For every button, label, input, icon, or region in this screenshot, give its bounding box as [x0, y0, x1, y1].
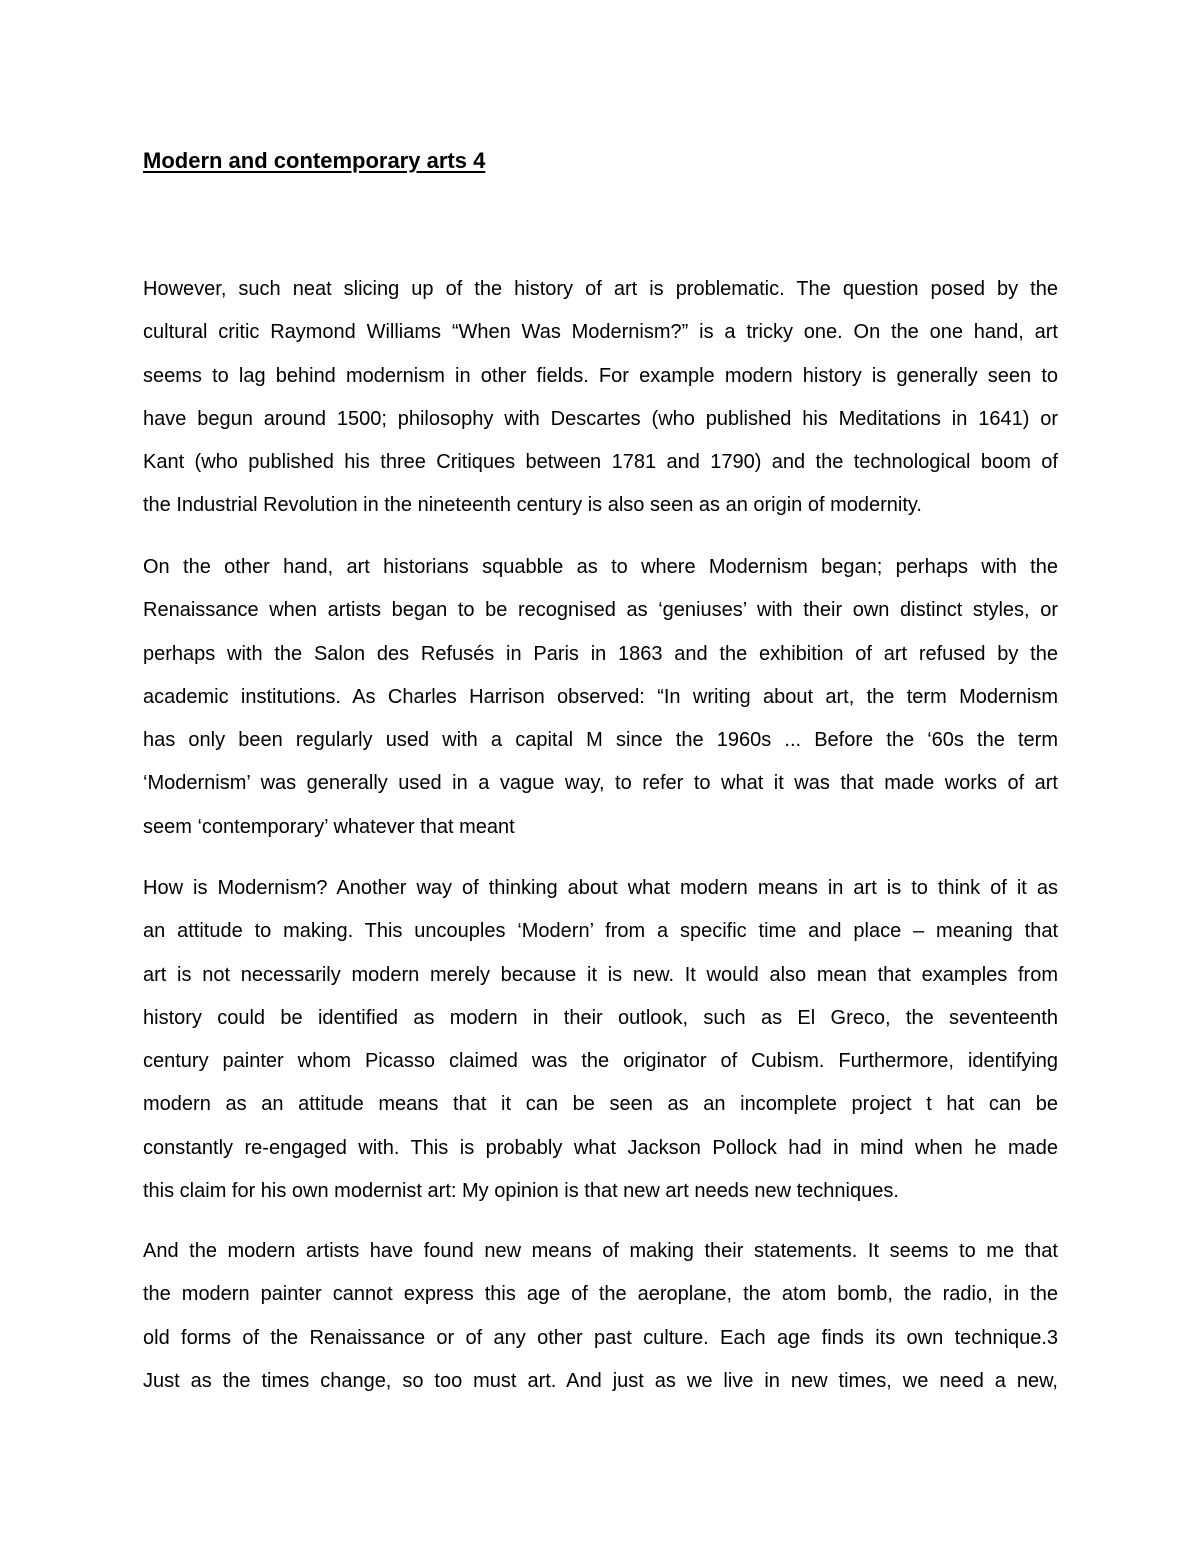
text-line: has only been regularly used with a capital M since the 1960s ... Before the ‘60s the term	[143, 729, 1058, 752]
text-line: constantly re-engaged with. This is probably what Jackson Pollock had in mind when he made	[143, 1136, 1058, 1159]
text-line: However, such neat slicing up of the history of art is problematic. The question posed by the	[143, 278, 1058, 300]
text-line: cultural critic Raymond Williams “When Was Modernism?” is a tricky one. On the one hand, art	[143, 321, 1058, 344]
text-line: Kant (who published his three Critiques between 1781 and 1790) and the technological boom of	[143, 451, 1058, 474]
text-line: ‘Modernism’ was generally used in a vague way, to refer to what it was that made works of art	[143, 772, 1058, 795]
paragraph-2	[143, 546, 1058, 849]
text-line: And the modern artists have found new means of making their statements. It seems to me that	[143, 1240, 1058, 1262]
text-line: art is not necessarily modern merely because it is new. It would also mean that examples from	[143, 963, 1058, 986]
text-line: an attitude to making. This uncouples ‘Modern’ from a specific time and place – meaning that	[143, 920, 1058, 943]
text-line: Just as the times change, so too must art. And just as we live in new times, we need a new,	[143, 1369, 1058, 1392]
text-line: Renaissance when artists began to be recognised as ‘geniuses’ with their own distinct styles, or	[143, 599, 1058, 622]
text-line: seem ‘contemporary’ whatever that meant	[143, 815, 515, 838]
page-title: Modern and contemporary arts 4	[143, 148, 486, 173]
paragraph-4	[143, 1230, 1058, 1403]
text-line: century painter whom Picasso claimed was the originator of Cubism. Furthermore, identifying	[143, 1050, 1058, 1073]
text-line: have begun around 1500; philosophy with Descartes (who published his Meditations in 1641) or	[143, 407, 1058, 430]
text-line: old forms of the Renaissance or of any other past culture. Each age finds its own technique.3	[143, 1326, 1058, 1349]
text-line: history could be identified as modern in their outlook, such as El Greco, the seventeenth	[143, 1006, 1058, 1029]
paragraph-3	[143, 867, 1058, 1213]
text-line: the modern painter cannot express this age of the aeroplane, the atom bomb, the radio, in the	[143, 1283, 1058, 1306]
text-line: this claim for his own modernist art: My opinion is that new art needs new techniques.	[143, 1180, 899, 1203]
text-line: How is Modernism? Another way of thinking about what modern means in art is to think of it as	[143, 877, 1058, 899]
text-line: academic institutions. As Charles Harrison observed: “In writing about art, the term Modernism	[143, 685, 1058, 708]
text-line: On the other hand, art historians squabble as to where Modernism began; perhaps with the	[143, 556, 1058, 578]
text-line: the Industrial Revolution in the nineteenth century is also seen as an origin of modernity.	[143, 494, 922, 517]
text-line: modern as an attitude means that it can be seen as an incomplete project t hat can be	[143, 1093, 1058, 1116]
paragraph-1	[143, 268, 1058, 528]
text-line: seems to lag behind modernism in other fields. For example modern history is generally seen to	[143, 364, 1058, 387]
text-line: perhaps with the Salon des Refusés in Paris in 1863 and the exhibition of art refused by the	[143, 642, 1058, 665]
